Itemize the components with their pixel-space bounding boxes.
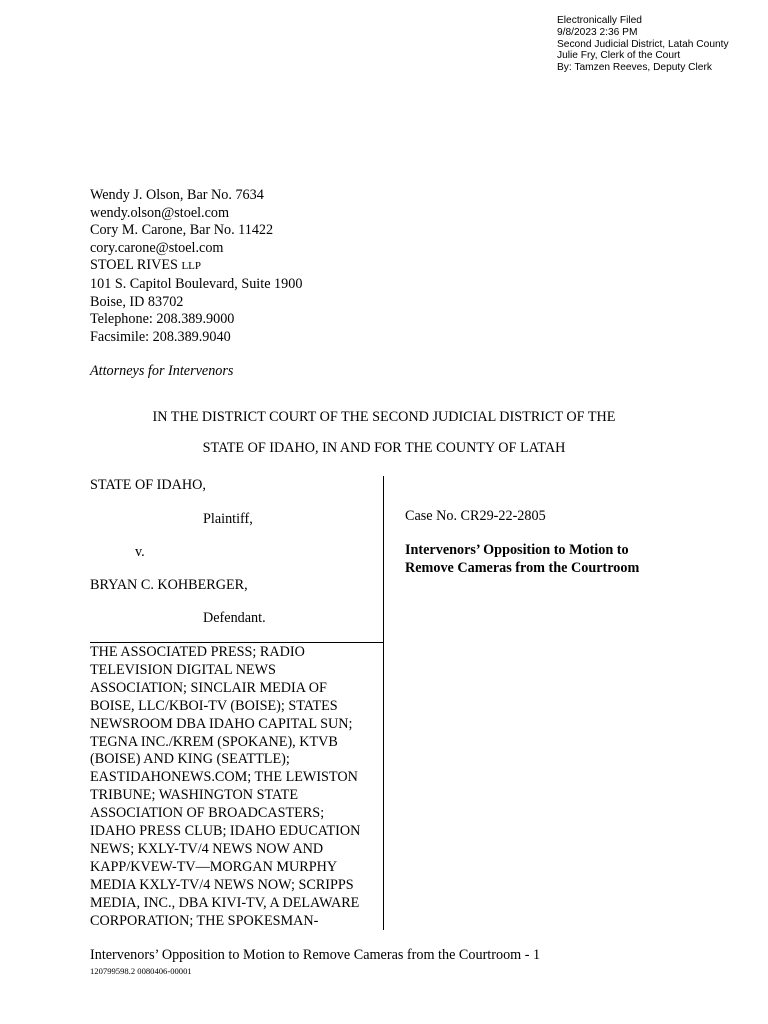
versus: v. [135, 544, 145, 560]
plaintiff-role: Plaintiff, [203, 511, 253, 527]
firm-name: STOEL RIVES [90, 257, 178, 274]
stamp-line: Second Judicial District, Latah County [557, 38, 729, 50]
firm-name-line [90, 257, 302, 276]
stamp-line: Electronically Filed [557, 15, 642, 26]
intervenor-line: ASSOCIATION; SINCLAIR MEDIA OF [90, 679, 327, 696]
document-title [405, 541, 639, 577]
firm-city: Boise, ID 83702 [90, 293, 184, 310]
intervenor-line: TEGNA INC./KREM (SPOKANE), KTVB [90, 733, 338, 750]
intervenor-line: NEWSROOM DBA IDAHO CAPITAL SUN; [90, 715, 353, 732]
attorney-email: cory.carone@stoel.com [90, 239, 224, 256]
intervenor-line: BOISE, LLC/KBOI-TV (BOISE); STATES [90, 697, 338, 714]
intervenor-line: MEDIA KXLY-TV/4 NEWS NOW; SCRIPPS [90, 876, 354, 893]
document-title-line1: Intervenors’ Opposition to Motion to [405, 542, 629, 558]
court-heading-line1: IN THE DISTRICT COURT OF THE SECOND JUDICIAL DISTRICT OF THE [152, 409, 616, 425]
case-number: Case No. CR29-22-2805 [405, 508, 546, 524]
intervenor-line: (BOISE) AND KING (SEATTLE); [90, 751, 290, 768]
intervenor-line: NEWS; KXLY-TV/4 NEWS NOW AND [90, 840, 324, 857]
stamp-line: By: Tamzen Reeves, Deputy Clerk [557, 62, 712, 74]
firm-facsimile: Facsimile: 208.389.9040 [90, 328, 231, 345]
caption-divider-vertical [383, 476, 384, 930]
defendant-name: BRYAN C. KOHBERGER, [90, 577, 248, 593]
intervenor-line: KAPP/KVEW-TV—MORGAN MURPHY [90, 858, 338, 875]
counsel-block [90, 187, 302, 346]
plaintiff-name: STATE OF IDAHO, [90, 477, 206, 493]
court-heading-line2: STATE OF IDAHO, IN AND FOR THE COUNTY OF LATAH [202, 440, 566, 456]
intervenors-list [90, 644, 382, 931]
intervenor-line: EASTIDAHONEWS.COM; THE LEWISTON [90, 769, 358, 786]
firm-telephone: Telephone: 208.389.9000 [90, 311, 235, 328]
attorney-name: Cory M. Carone, Bar No. 11422 [90, 222, 274, 239]
intervenor-line: IDAHO PRESS CLUB; IDAHO EDUCATION [90, 823, 361, 840]
intervenor-line: ASSOCIATION OF BROADCASTERS; [90, 805, 325, 822]
counsel-role: Attorneys for Intervenors [90, 363, 234, 379]
stamp-line: 9/8/2023 2:36 PM [557, 26, 638, 38]
intervenor-line: MEDIA, INC., DBA KIVI-TV, A DELAWARE [90, 894, 360, 911]
document-title-line2: Remove Cameras from the Courtroom [405, 560, 640, 576]
attorney-email: wendy.olson@stoel.com [90, 204, 230, 221]
filing-stamp [557, 15, 729, 74]
intervenor-line: TELEVISION DIGITAL NEWS [90, 661, 276, 678]
intervenor-line: TRIBUNE; WASHINGTON STATE [90, 787, 298, 804]
stamp-line: Julie Fry, Clerk of the Court [557, 50, 681, 62]
caption-divider-horizontal [90, 642, 384, 643]
document-id: 120799598.2 0080406-00001 [90, 966, 192, 976]
firm-address: 101 S. Capitol Boulevard, Suite 1900 [90, 275, 303, 292]
intervenor-line: THE ASSOCIATED PRESS; RADIO [90, 644, 305, 660]
page-footer: Intervenors’ Opposition to Motion to Remove Cameras from the Courtroom - 1 [90, 947, 541, 963]
defendant-role: Defendant. [203, 610, 266, 626]
attorney-name: Wendy J. Olson, Bar No. 7634 [90, 187, 264, 203]
intervenor-line: CORPORATION; THE SPOKESMAN- [90, 912, 319, 929]
firm-suffix: LLP [181, 260, 201, 273]
